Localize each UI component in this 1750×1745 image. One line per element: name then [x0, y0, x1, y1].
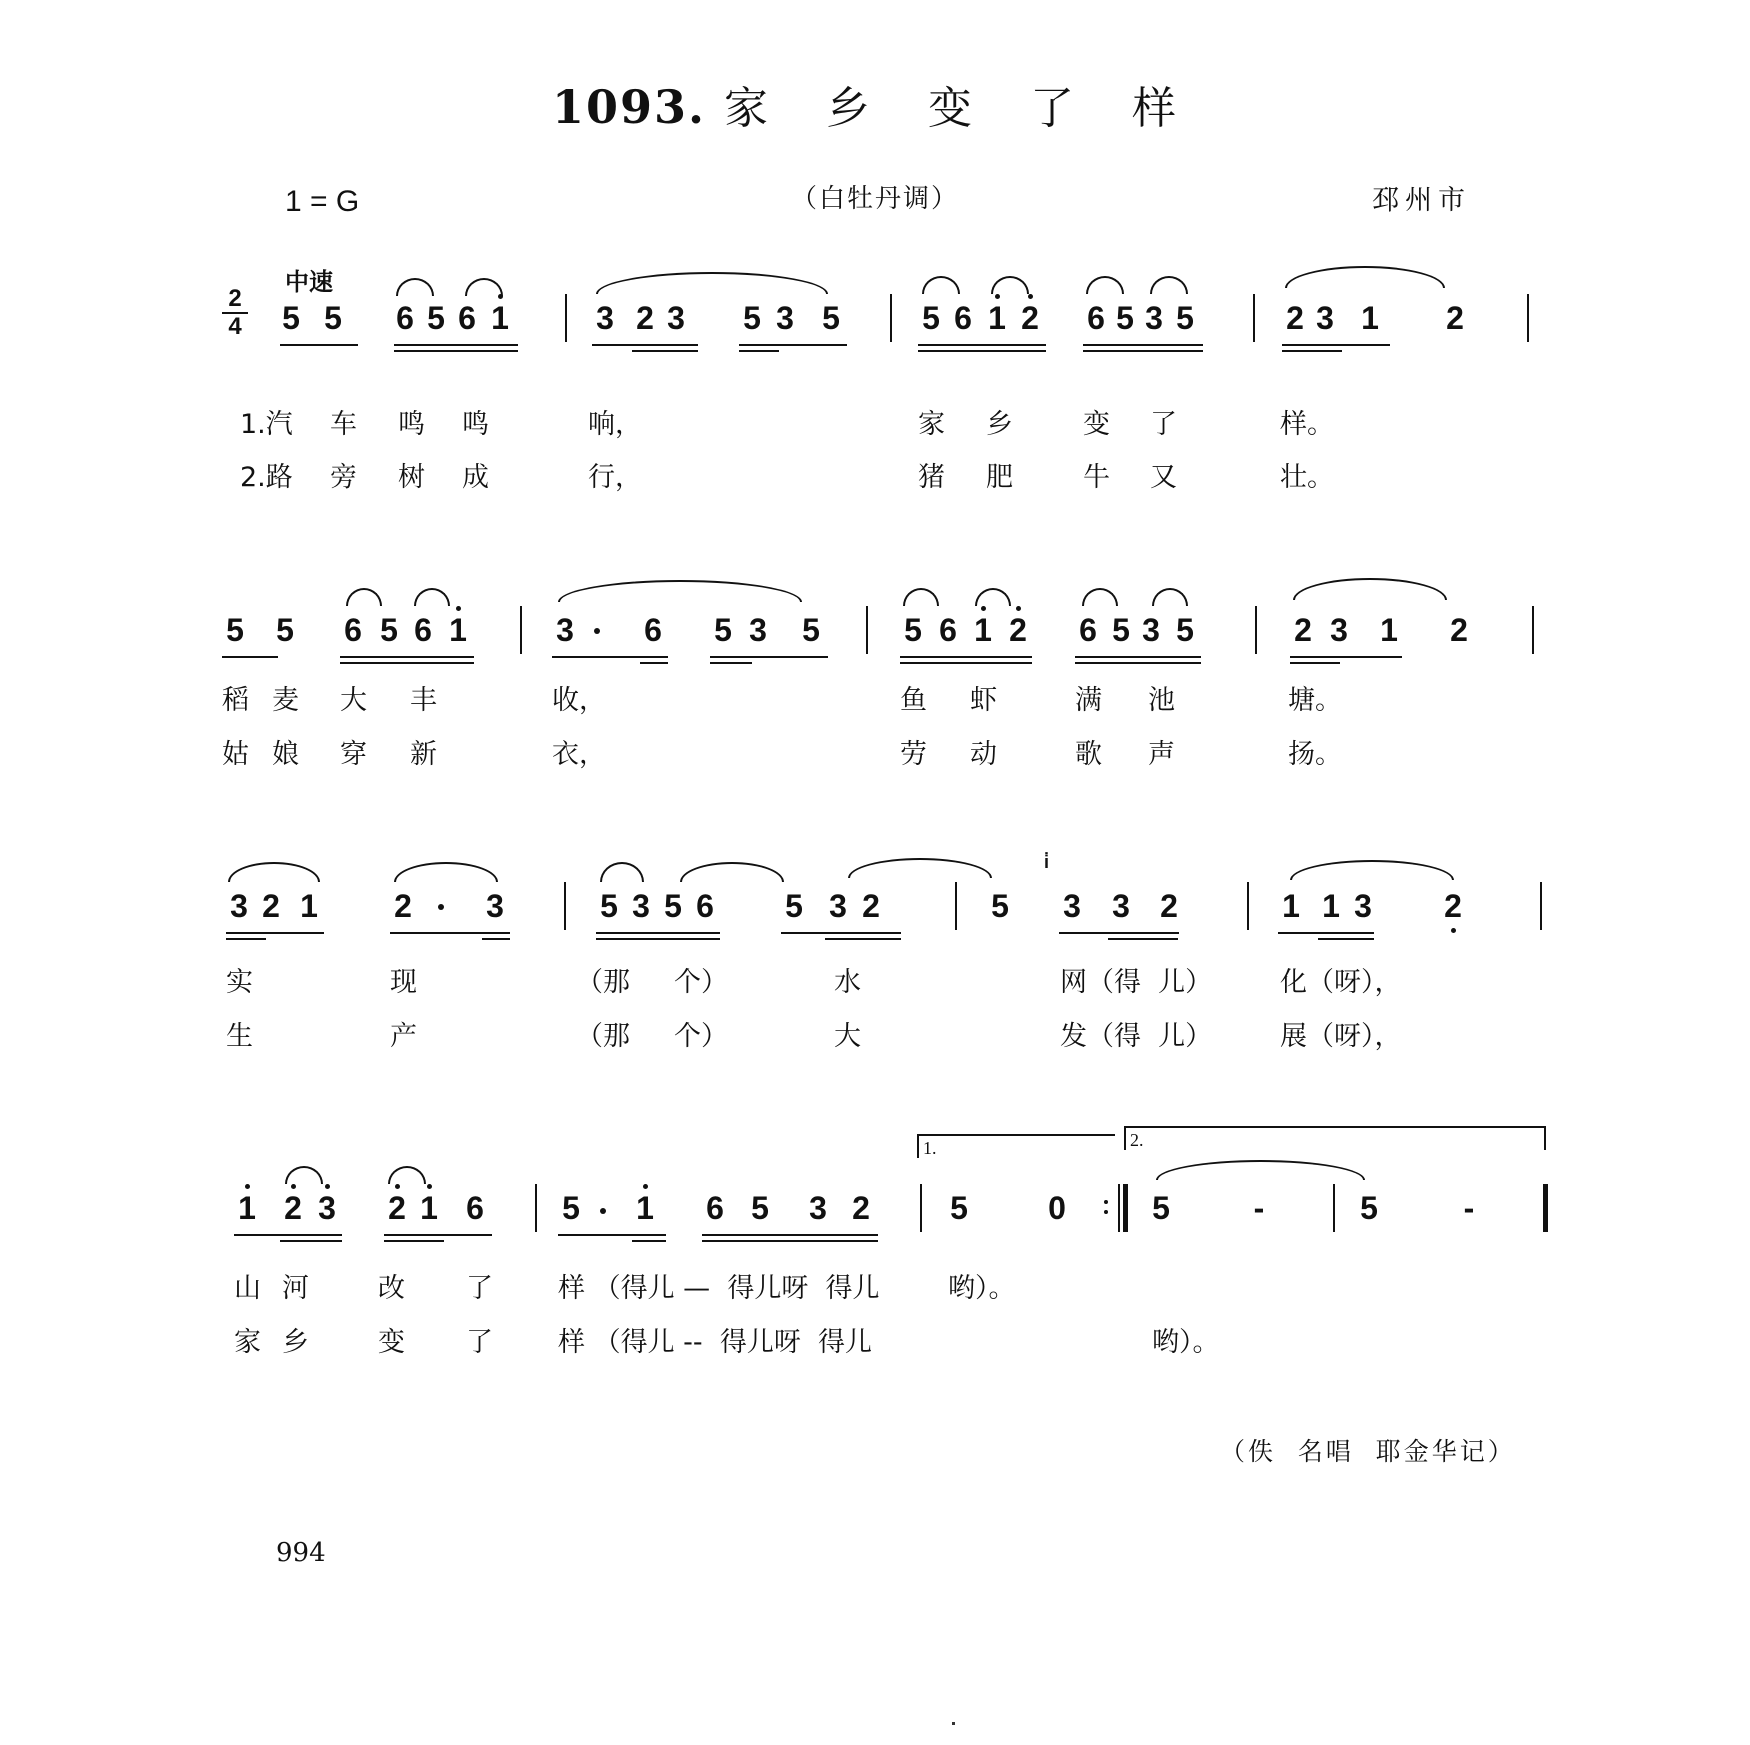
lyric-verse-1: 化（呀），: [1280, 967, 1402, 998]
slur-arc-icon: [388, 1166, 426, 1184]
note: 5: [822, 300, 840, 336]
lyric-verse-2: 肥: [986, 462, 1013, 493]
page-number: 994: [276, 1538, 326, 1568]
lyric-verse-1: 河: [282, 1273, 309, 1304]
lyric-verse-2: 穿: [340, 739, 367, 770]
slur-arc-icon: [1152, 588, 1188, 606]
underline-beam: [340, 662, 474, 664]
repeat-barline-thin: [1118, 1184, 1120, 1232]
note: 6: [644, 612, 662, 648]
note: 5: [991, 888, 1009, 924]
note: 2: [852, 1190, 870, 1226]
underline-beam: [1278, 932, 1374, 934]
note: 6: [1079, 612, 1097, 648]
lyric-verse-1: 鸣: [398, 409, 425, 440]
note: 5: [1360, 1190, 1378, 1226]
note: 1: [416, 1190, 442, 1226]
underline-beam: [234, 1234, 342, 1236]
lyric-verse-1: 麦: [272, 685, 299, 716]
barline: [866, 606, 868, 654]
octave-down-dot-icon: [1451, 928, 1456, 933]
lyric-verse-1: 响，: [588, 409, 642, 440]
note: 3: [1354, 888, 1372, 924]
underline-beam: [825, 938, 901, 940]
lyric-verse-2: 行，: [588, 462, 642, 493]
note: 3: [1063, 888, 1081, 924]
lyric-verse-1: 塘。: [1288, 685, 1342, 716]
note: 1: [1282, 888, 1300, 924]
note: 2: [384, 1190, 410, 1226]
lyric-verse-2: 产: [390, 1021, 417, 1052]
lyric-verse-2: 壮。: [1280, 462, 1334, 493]
octave-up-dot-icon: [245, 1184, 250, 1189]
lyric-verse-2: 样 （得儿 -- 得儿呀 得儿: [558, 1327, 872, 1358]
note: 6: [344, 612, 362, 648]
lyric-verse-2: 旁: [330, 462, 357, 493]
repeat-barline-thick: [1123, 1184, 1128, 1232]
lyric-verse-2: （那: [576, 1021, 630, 1052]
note: 3: [776, 300, 794, 336]
note: 5: [427, 300, 445, 336]
underline-beam: [394, 344, 518, 346]
slur-arc-icon: [1086, 276, 1124, 294]
note: 5: [562, 1190, 580, 1226]
lyric-verse-2: 个）: [674, 1021, 728, 1052]
lyric-verse-1: 乡: [986, 409, 1013, 440]
lyric-verse-2: 展（呀），: [1280, 1021, 1402, 1052]
song-title: [0, 72, 1750, 136]
slur-arc-icon: [1156, 1160, 1365, 1180]
note: 5: [282, 300, 300, 336]
underline-beam: [739, 344, 847, 346]
barline: [1255, 606, 1257, 654]
note: 5: [1176, 612, 1194, 648]
grace-note: i̇: [1044, 852, 1050, 872]
octave-up-dot-icon: [427, 1184, 432, 1189]
underline-beam: [1075, 662, 1201, 664]
barline: [955, 882, 957, 930]
note: 1: [300, 888, 318, 924]
underline-beam: [702, 1234, 878, 1236]
final-barline: [1543, 1184, 1548, 1232]
note: 5: [802, 612, 820, 648]
octave-up-dot-icon: [456, 606, 461, 611]
note: 3: [749, 612, 767, 648]
octave-up-dot-icon: [643, 1184, 648, 1189]
underline-beam: [1290, 656, 1402, 658]
note: 1: [445, 612, 471, 648]
barline: [1333, 1184, 1335, 1232]
underline-beam: [1083, 350, 1203, 352]
underline-beam: [558, 1234, 666, 1236]
slur-arc-icon: [903, 588, 939, 606]
volta-bracket: [1124, 1126, 1546, 1150]
slur-arc-icon: [1293, 578, 1447, 600]
song-title-text: 家 乡 变 了 样: [724, 83, 1198, 134]
barline: [920, 1184, 922, 1232]
lyric-verse-1: 个）: [674, 967, 728, 998]
note: 1: [1361, 300, 1379, 336]
lyric-verse-1: 样。: [1280, 409, 1334, 440]
barline: [565, 294, 567, 342]
note: 5: [1116, 300, 1134, 336]
slur-arc-icon: [1150, 276, 1188, 294]
lyric-verse-1: 哟）。: [948, 1273, 1016, 1304]
augmentation-dot-icon: [438, 904, 444, 910]
lyric-verse-1: 大: [340, 685, 367, 716]
slur-arc-icon: [346, 588, 382, 606]
lyric-verse-2: 乡: [282, 1327, 309, 1358]
underline-beam: [552, 656, 668, 658]
note: 5: [743, 300, 761, 336]
octave-up-dot-icon: [395, 1184, 400, 1189]
underline-beam: [596, 938, 720, 940]
time-signature: [222, 286, 248, 340]
lyric-verse-2: 发（得 儿）: [1060, 1021, 1213, 1052]
barline: [535, 1184, 537, 1232]
lyric-verse-1: 了: [1150, 409, 1177, 440]
lyric-verse-1: 1.汽: [240, 409, 293, 440]
octave-up-dot-icon: [995, 294, 1000, 299]
note: 5: [380, 612, 398, 648]
note: 3: [1112, 888, 1130, 924]
time-signature-numerator: 2: [222, 286, 248, 314]
note: 2: [394, 888, 412, 924]
underline-beam: [384, 1234, 492, 1236]
lyric-verse-1: 改: [378, 1273, 405, 1304]
note: 1: [487, 300, 513, 336]
lyric-verse-1: （那: [576, 967, 630, 998]
slur-arc-icon: [848, 858, 992, 878]
note: 5: [714, 612, 732, 648]
slur-arc-icon: [414, 588, 450, 606]
slur-arc-icon: [991, 276, 1029, 294]
volta-bracket: [917, 1134, 1115, 1158]
note: 3: [556, 612, 574, 648]
underline-beam: [781, 932, 901, 934]
lyric-verse-1: 实: [226, 967, 253, 998]
underline-beam: [918, 344, 1046, 346]
note: 5: [276, 612, 294, 648]
slur-arc-icon: [600, 862, 644, 882]
note: 2: [1294, 612, 1312, 648]
lyric-verse-1: 变: [1083, 409, 1110, 440]
time-signature-denominator: 4: [228, 313, 242, 340]
note: 3: [230, 888, 248, 924]
note: 5: [664, 888, 682, 924]
note: 2: [636, 300, 654, 336]
underline-beam: [632, 1240, 666, 1242]
note: 1: [1380, 612, 1398, 648]
note: 5: [324, 300, 342, 336]
slur-arc-icon: [975, 588, 1011, 606]
note: 2: [862, 888, 880, 924]
repeat-dots-icon: [1104, 1194, 1108, 1220]
lyric-verse-1: 现: [390, 967, 417, 998]
underline-beam: [710, 656, 828, 658]
note: 3: [314, 1190, 340, 1226]
underline-beam: [596, 932, 720, 934]
underline-beam: [900, 662, 1032, 664]
note: 1: [984, 300, 1010, 336]
underline-beam: [918, 350, 1046, 352]
underline-beam: [384, 1240, 444, 1242]
note: 6: [466, 1190, 484, 1226]
underline-beam: [592, 344, 698, 346]
barline: [1540, 882, 1542, 930]
underline-beam: [1083, 344, 1203, 346]
lyric-verse-1: 收，: [552, 685, 606, 716]
lyric-verse-2: 扬。: [1288, 739, 1342, 770]
lyric-verse-2: 哟）。: [1152, 1327, 1220, 1358]
underline-beam: [482, 938, 510, 940]
note: 6: [696, 888, 714, 924]
note: 2: [280, 1190, 306, 1226]
lyric-verse-1: 池: [1148, 685, 1175, 716]
note: 3: [1316, 300, 1334, 336]
note: 6: [1087, 300, 1105, 336]
note: 6: [954, 300, 972, 336]
slur-arc-icon: [1285, 266, 1445, 288]
underline-beam: [739, 350, 779, 352]
lyric-verse-1: 鱼: [900, 685, 927, 716]
lyric-verse-2: 成: [462, 462, 489, 493]
lyric-verse-2: 又: [1150, 462, 1177, 493]
lyric-verse-2: 牛: [1083, 462, 1110, 493]
note: 6: [939, 612, 957, 648]
augmentation-dot-icon: [600, 1208, 606, 1214]
lyric-verse-2: 歌: [1075, 739, 1102, 770]
note: 3: [1330, 612, 1348, 648]
underline-beam: [1059, 932, 1179, 934]
octave-up-dot-icon: [1028, 294, 1033, 299]
barline: [890, 294, 892, 342]
underline-beam: [640, 662, 668, 664]
lyric-verse-2: 生: [226, 1021, 253, 1052]
underline-beam: [1282, 350, 1342, 352]
note: 5: [904, 612, 922, 648]
volta-label: 1.: [923, 1138, 937, 1158]
slur-arc-icon: [680, 862, 784, 882]
note: 5: [785, 888, 803, 924]
lyric-verse-2: 树: [398, 462, 425, 493]
octave-up-dot-icon: [325, 1184, 330, 1189]
lyric-verse-2: 了: [466, 1327, 493, 1358]
underline-beam: [1075, 656, 1201, 658]
slur-arc-icon: [596, 272, 828, 294]
note: 3: [1142, 612, 1160, 648]
score-row: [0, 852, 1750, 1128]
barline: [520, 606, 522, 654]
sustain-dash: -: [1253, 1190, 1265, 1226]
note: 5: [1112, 612, 1130, 648]
lyric-verse-2: 娘: [272, 739, 299, 770]
underline-beam: [1108, 938, 1178, 940]
tune-subtitle: （白牡丹调）: [790, 184, 959, 214]
sustain-dash: -: [1463, 1190, 1475, 1226]
lyric-verse-2: 动: [970, 739, 997, 770]
underline-beam: [394, 350, 518, 352]
underline-beam: [280, 1240, 342, 1242]
underline-beam: [390, 932, 510, 934]
note: 6: [458, 300, 476, 336]
slur-arc-icon: [394, 862, 498, 882]
slur-arc-icon: [558, 580, 802, 602]
barline: [1253, 294, 1255, 342]
lyric-verse-2: 大: [834, 1021, 861, 1052]
lyric-verse-1: 家: [918, 409, 945, 440]
underline-beam: [1318, 938, 1374, 940]
slur-arc-icon: [396, 278, 434, 296]
barline: [1527, 294, 1529, 342]
tempo-marking: 中速: [285, 268, 333, 296]
underline-beam: [710, 662, 752, 664]
slur-arc-icon: [922, 276, 960, 294]
underline-beam: [1290, 662, 1340, 664]
note: 2: [1005, 612, 1031, 648]
octave-up-dot-icon: [291, 1184, 296, 1189]
lyric-verse-2: 衣，: [552, 739, 606, 770]
credit-line: （佚 名唱 耶金华记）: [1220, 1437, 1516, 1466]
note: 3: [596, 300, 614, 336]
rest: 0: [1048, 1190, 1066, 1226]
song-number: 1093.: [551, 80, 707, 134]
slur-arc-icon: [1290, 860, 1454, 880]
note: 3: [632, 888, 650, 924]
note: 6: [414, 612, 432, 648]
note: 6: [706, 1190, 724, 1226]
lyric-verse-2: 变: [378, 1327, 405, 1358]
note: 5: [950, 1190, 968, 1226]
score-row: [0, 612, 1750, 852]
lyric-verse-2: 家: [234, 1327, 261, 1358]
underline-beam: [226, 938, 266, 940]
note: 3: [829, 888, 847, 924]
slur-arc-icon: [465, 278, 503, 296]
lyric-verse-1: 稻: [222, 685, 249, 716]
lyric-verse-1: 虾: [970, 685, 997, 716]
note: 5: [922, 300, 940, 336]
underline-beam: [226, 932, 324, 934]
barline: [1532, 606, 1534, 654]
lyric-verse-1: 样 （得儿 — 得儿呀 得儿: [558, 1273, 880, 1304]
slur-arc-icon: [285, 1166, 323, 1184]
slur-arc-icon: [1082, 588, 1118, 606]
lyric-verse-1: 鸣: [462, 409, 489, 440]
lyric-verse-1: 山: [234, 1273, 261, 1304]
note: 3: [809, 1190, 827, 1226]
note: 1: [632, 1190, 658, 1226]
augmentation-dot-icon: [594, 628, 600, 634]
underline-beam: [632, 350, 698, 352]
barline: [1247, 882, 1249, 930]
underline-beam: [222, 656, 278, 658]
note: 1: [970, 612, 996, 648]
note: 2: [1286, 300, 1304, 336]
scan-speck: [952, 1722, 955, 1725]
note: 5: [751, 1190, 769, 1226]
lyric-verse-2: 猪: [918, 462, 945, 493]
note: 2: [262, 888, 280, 924]
note: 6: [396, 300, 414, 336]
note: 2: [1160, 888, 1178, 924]
note: 2: [1017, 300, 1043, 336]
underline-beam: [900, 656, 1032, 658]
octave-up-dot-icon: [1016, 606, 1021, 611]
note: 5: [600, 888, 618, 924]
lyric-verse-2: 新: [410, 739, 437, 770]
note: 3: [1145, 300, 1163, 336]
note: 5: [226, 612, 244, 648]
lyric-verse-1: 满: [1075, 685, 1102, 716]
note: 3: [667, 300, 685, 336]
octave-up-dot-icon: [981, 606, 986, 611]
underline-beam: [280, 344, 358, 346]
lyric-verse-1: 网（得 儿）: [1060, 967, 1213, 998]
note: 5: [1176, 300, 1194, 336]
lyric-verse-2: 劳: [900, 739, 927, 770]
score-row: [0, 1130, 1750, 1430]
underline-beam: [340, 656, 474, 658]
lyric-verse-2: 姑: [222, 739, 249, 770]
underline-beam: [702, 1240, 878, 1242]
lyric-verse-1: 了: [466, 1273, 493, 1304]
note: 2: [1450, 612, 1468, 648]
origin-location: 邳州市: [1372, 185, 1471, 216]
volta-label: 2.: [1130, 1130, 1144, 1150]
key-signature: 1 = G: [285, 185, 360, 218]
note: 1: [234, 1190, 260, 1226]
lyric-verse-1: 丰: [410, 685, 437, 716]
note: 2: [1446, 300, 1464, 336]
note: 1: [1322, 888, 1340, 924]
lyric-verse-1: 水: [834, 967, 861, 998]
note: 3: [486, 888, 504, 924]
lyric-verse-1: 车: [330, 409, 357, 440]
underline-beam: [1282, 344, 1390, 346]
note: 5: [1152, 1190, 1170, 1226]
lyric-verse-2: 声: [1148, 739, 1175, 770]
slur-arc-icon: [228, 862, 320, 882]
note: 2: [1440, 888, 1466, 924]
lyric-verse-2: 2.路: [240, 462, 293, 493]
barline: [564, 882, 566, 930]
